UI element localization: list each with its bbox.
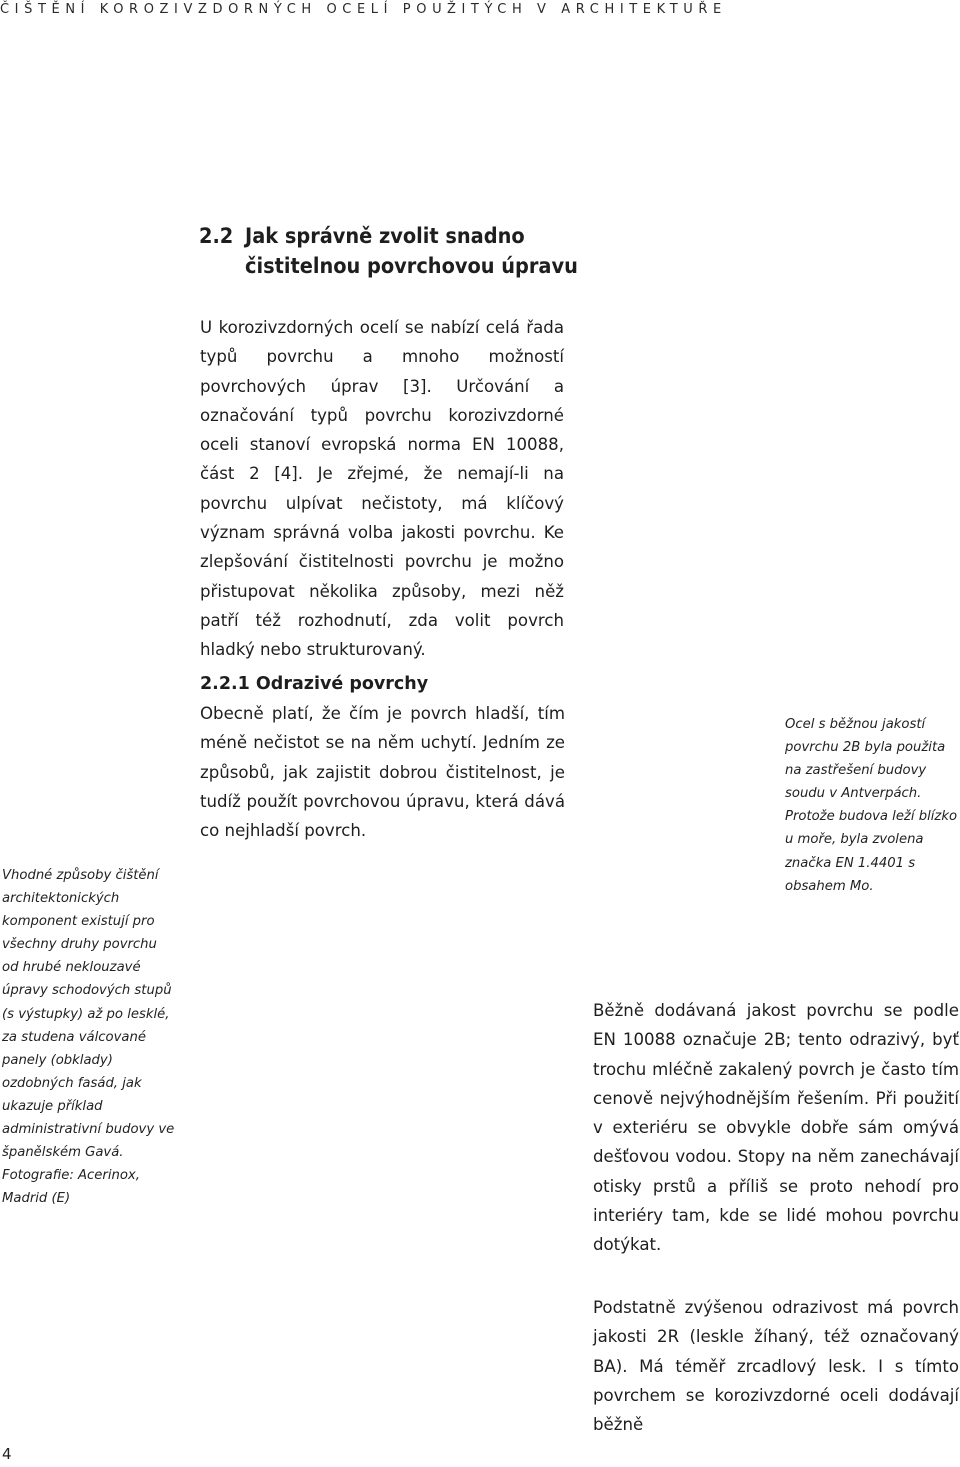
intro-text: U korozivzdorných ocelí se nabízí celá řada typů povrchu a mnoho možností povrchových úprav [3]. Určování a označování typů povrchu korozivzdorné oceli stanoví evropská norma EN 10088, část 2 [4]. Je zřejmé, že nemají-li na povrchu ulpívat nečistoty, má klíčový význam správná volba jakosti povrchu. Ke zlepšování čistitelnosti povrchu je možno přistupovat několika způsoby, mezi něž patří též rozhodnutí, zda volit povrch hladký nebo strukturovaný. [200,318,564,660]
subsection-title: 2.2.1 Odrazivé povrchy [200,674,429,694]
running-header: ČIŠTĚNÍ KOROZIVZDORNÝCH OCELÍ POUŽITÝCH V ARCHITEKTUŘE [0,2,727,17]
right-column-paragraph-1 [593,996,959,1260]
intro-paragraph [200,313,564,665]
page-number: 4 [2,1445,12,1463]
section-title-line2: čistitelnou povrchovou úpravu [245,254,578,279]
right-column-text-2: Podstatně zvýšenou odrazivost má povrch jakosti 2R (leskle žíhaný, též označovaný BA). Má téměř zrcadlový lesk. I s tímto povrchem se korozivzdorné oceli dodávají běžně [593,1298,959,1435]
right-column-paragraph-2 [593,1293,959,1439]
section-number: 2.2 [199,224,234,249]
subsection-text: Obecně platí, že čím je povrch hladší, tím méně nečistot se na něm uchytí. Jedním ze způsobů, jak zajistit dobrou čistitelnost, je tudíž použít povrchovou úpravu, která dává co nejhladší povrch. [200,704,565,841]
right-column-text-1: Běžně dodávaná jakost povrchu se podle EN 10088 označuje 2B; tento odrazivý, byť trochu mléčně zakalený povrch je často tím cenově nejvýhodnějším řešením. Při použití v exteriéru se obvykle dobře sám omývá dešťovou vodou. Stopy na něm zanechávají otisky prstů a příliš se proto nehodí pro interiéry tam, kde se lidé mohou povrchu dotýkat. [593,1001,959,1255]
photo-caption-left: Vhodné způsoby čištění architektonických komponent existují pro všechny druhy povrchu od hrubé neklouzavé úpravy schodových stupů (s výstupky) až po lesklé, za studena válcované panely (obklady) ozdobných fasád, jak ukazuje příklad administrativní budovy ve španělském Gavá. Fotografie: Acerinox, Madrid (E) [2,868,175,1207]
photo-caption-right: Ocel s běžnou jakostí povrchu 2B byla použita na zastřešení budovy soudu v Antverpách. Protože budova leží blízko u moře, byla zvolena značka EN 1.4401 s obsahem Mo. [785,717,958,894]
subsection-paragraph [200,699,565,845]
section-title-line1: Jak správně zvolit snadno [245,224,525,249]
section-title [199,222,578,282]
